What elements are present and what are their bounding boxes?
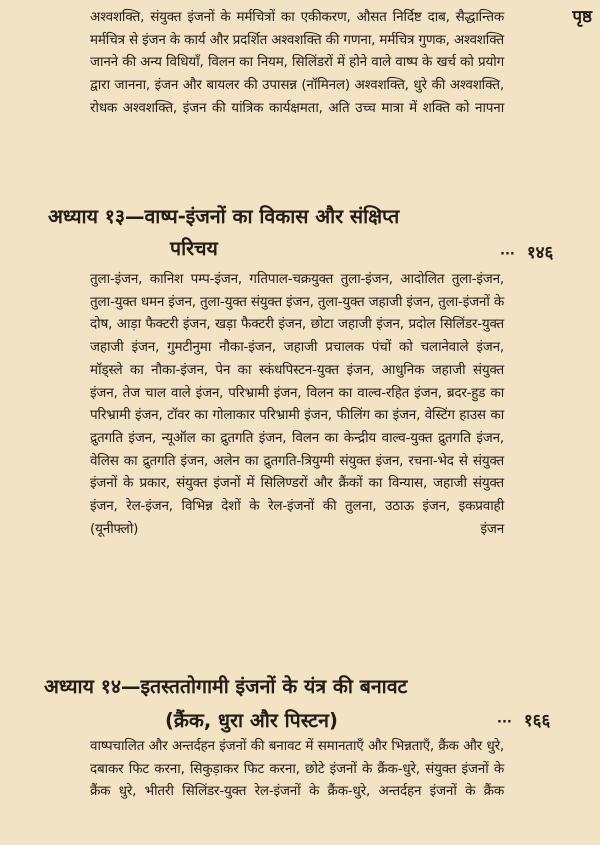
page-number-value: १४६ xyxy=(526,243,554,263)
chapter-14-heading-continued: (क्रैंक, धुरा और पिस्टन) xyxy=(165,709,338,732)
chapter-13-heading-continued: परिचय xyxy=(170,237,218,260)
page-column-label: पृष्ठ xyxy=(572,7,592,27)
leader-dots: ··· xyxy=(497,715,512,730)
chapter-14-contents: वाष्पचालित और अन्तर्दहन इंजनों की बनावट में समानताएँ और भिन्नताएँ, क्रैंक और धुरे, दबाकर फिट करना, सिकुड़ाकर फिट करना, छोटे इंजनों के क्रैंक-धुरे, संयुक्त इंजनों के क्रैंक धुरे, भीतरी सिलिंडर-युक्त रेल-इंजनों के क्रैंक-धुरे, अन्तर्दहन इंजनों के क्रैंक xyxy=(90,738,504,800)
chapter-13-page-number xyxy=(500,240,553,263)
chapter-13-contents: तुला-इंजन, कानिश पम्प-इंजन, गतिपाल-चक्रयुक्त तुला-इंजन, आदोलित तुला-इंजन, तुला-युक्त धमन इंजन, तुला-युक्त संयुक्त इंजन, तुला-युक्त जहाजी इंजन, तुला-इंजनों के दोष, आड़ा फैक्टरी इंजन, खड़ा फैक्टरी इंजन, छोटा जहाजी इंजन, प्रदोल सिलिंडर-युक्त जहाजी इंजन, गुमटीनुमा नौका-इंजन, जहाजी प्रचालक पंचों को चलानेवाले इंजन, मॉड्स्ले का नौका-इंजन, पेन का स्कंधपिस्टन-युक्त इंजन, आधुनिक जहाजी संयुक्त इंजन, तेज चाल वाले इंजन, परिभ्रामी इंजन, विलन का वाल्व-रहित इंजन, ब्रदर-हुड का परिभ्रामी इंजन, टॉवर का गोलाकार परिभ्रामी इंजन, फीलिंग का इंजन, वेस्टिंग हाउस का द्रुतगति इंजन, न्यूऑल का द्रुतगति इंजन, विलन का केन्द्रीय वाल्व-युक्त द्रुतगति इंजन, वेलिस का द्रुतगति इंजन, अलेन का द्रुतगति-त्रियुग्मी संयुक्त इंजन, रचना-भेद से संयुक्त इंजनों के प्रकार, संयुक्त इंजनों में सिलिण्डरों और क्रैंकों का विन्यास, जहाजी संयुक्त इंजन, रेल-इंजन, विभिन्न देशों के रेल-इंजनों की तुलना, उठाऊ इंजन, इकप्रवाही (यूनीफ्लो) इंजन xyxy=(90,271,504,537)
page-number-value: १६६ xyxy=(523,711,551,731)
chapter-12-contents: अश्वशक्ति, संयुक्त इंजनों के मर्मचित्रों का एकीकरण, औसत निर्दिष्ट दाब, सैद्धान्तिक मर्मचित्र से इंजन के कार्य और प्रदर्शित अश्वशक्ति की गणना, मर्मचित्र गुणक, अश्वशक्ति जानने की अन्य विधियाँ, विलन का नियम, सिलिंडरों में होने वाले वाष्प के खर्च को प्रयोग द्वारा जानना, इंजन और बायलर की उपासन्न (नॉमिनल) अश्वशक्ति, धुरे की अश्वशक्ति, रोधक अश्वशक्ति, इंजन की यांत्रिक कार्यक्षमता, अति उच्च मात्रा में शक्ति को नापना xyxy=(90,9,504,116)
chapter-14-page-number xyxy=(497,708,550,731)
leader-dots: ··· xyxy=(500,247,515,262)
chapter-14-heading: अध्याय १४—इतस्ततोगामी इंजनों के यंत्र की बनावट xyxy=(44,675,408,698)
chapter-13-heading: अध्याय १३—वाष्प-इंजनों का विकास और संक्षिप्त xyxy=(48,205,400,228)
